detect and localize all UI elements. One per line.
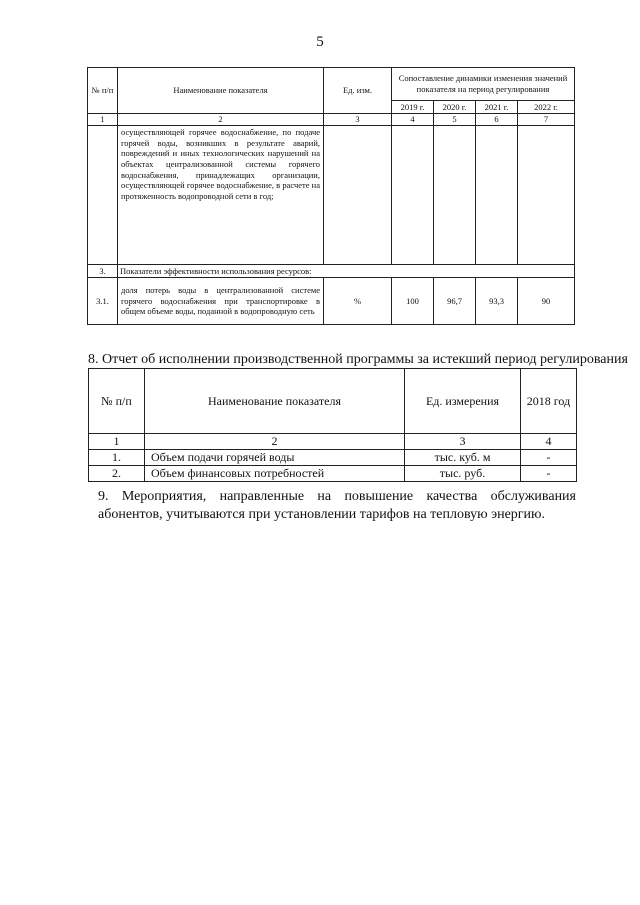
row-num: 3.1. bbox=[88, 278, 118, 325]
header-num: № п/п bbox=[88, 68, 118, 114]
header-year: 2020 г. bbox=[434, 101, 476, 114]
row-value: 96,7 bbox=[434, 278, 476, 325]
page-number: 5 bbox=[316, 34, 324, 50]
header-comparison: Сопоставление динамики изменения значений показателя на период регулирования bbox=[392, 68, 575, 101]
table-row bbox=[88, 278, 575, 325]
row-value: - bbox=[521, 450, 577, 466]
row-value: 93,3 bbox=[476, 278, 518, 325]
header-name: Наименование показателя bbox=[145, 369, 405, 434]
report-table bbox=[88, 368, 577, 482]
header-unit: Ед. изм. bbox=[324, 68, 392, 114]
table-row bbox=[89, 450, 577, 466]
header-num: № п/п bbox=[89, 369, 145, 434]
section3-num: 3. bbox=[88, 265, 118, 278]
row-num: 1. bbox=[89, 450, 145, 466]
col-number: 4 bbox=[392, 114, 434, 126]
row-value: 90 bbox=[518, 278, 575, 325]
header-unit: Ед. измерения bbox=[405, 369, 521, 434]
row-unit: тыс. руб. bbox=[405, 466, 521, 482]
header-year: 2022 г. bbox=[518, 101, 575, 114]
row-unit: % bbox=[324, 278, 392, 325]
table-row bbox=[89, 466, 577, 482]
col-number: 3 bbox=[324, 114, 392, 126]
col-number: 1 bbox=[88, 114, 118, 126]
continuation-text: осуществляющей горячее водоснабжение, по подаче горячей воды, возникших в результате аварий, повреждений и иных технологических нарушений на объектах централизованной системы горячего водоснабжения, принадлежащих организации, осуществляющей горячее водоснабжение, в расчете на протяженность водопроводной сети в год; bbox=[118, 126, 324, 265]
col-number: 1 bbox=[89, 434, 145, 450]
table-row bbox=[88, 126, 575, 265]
paragraph-9: 9. Мероприятия, направленные на повышение качества обслуживания абонентов, учитываются при установлении тарифов на тепловую энергию. bbox=[98, 489, 576, 522]
header-year: 2018 год bbox=[521, 369, 577, 434]
row-name: Объем подачи горячей воды bbox=[145, 450, 405, 466]
section3-title: Показатели эффективности использования ресурсов: bbox=[118, 265, 575, 278]
row-name: доля потерь воды в централизованной системе горячего водоснабжения при транспортировке в общем объеме воды, поданной в водопроводную сеть bbox=[118, 278, 324, 325]
col-number: 2 bbox=[118, 114, 324, 126]
table-row bbox=[88, 265, 575, 278]
row-value: - bbox=[521, 466, 577, 482]
row-name: Объем финансовых потребностей bbox=[145, 466, 405, 482]
section-8-title: 8. Отчет об исполнении производственной программы за истекший период регулирования bbox=[88, 352, 628, 367]
indicators-table bbox=[87, 67, 575, 325]
header-name: Наименование показателя bbox=[118, 68, 324, 114]
row-value: 100 bbox=[392, 278, 434, 325]
col-number: 6 bbox=[476, 114, 518, 126]
row-unit: тыс. куб. м bbox=[405, 450, 521, 466]
col-number: 4 bbox=[521, 434, 577, 450]
col-number: 2 bbox=[145, 434, 405, 450]
col-number: 7 bbox=[518, 114, 575, 126]
header-year: 2019 г. bbox=[392, 101, 434, 114]
col-number: 3 bbox=[405, 434, 521, 450]
header-year: 2021 г. bbox=[476, 101, 518, 114]
col-number: 5 bbox=[434, 114, 476, 126]
row-num: 2. bbox=[89, 466, 145, 482]
